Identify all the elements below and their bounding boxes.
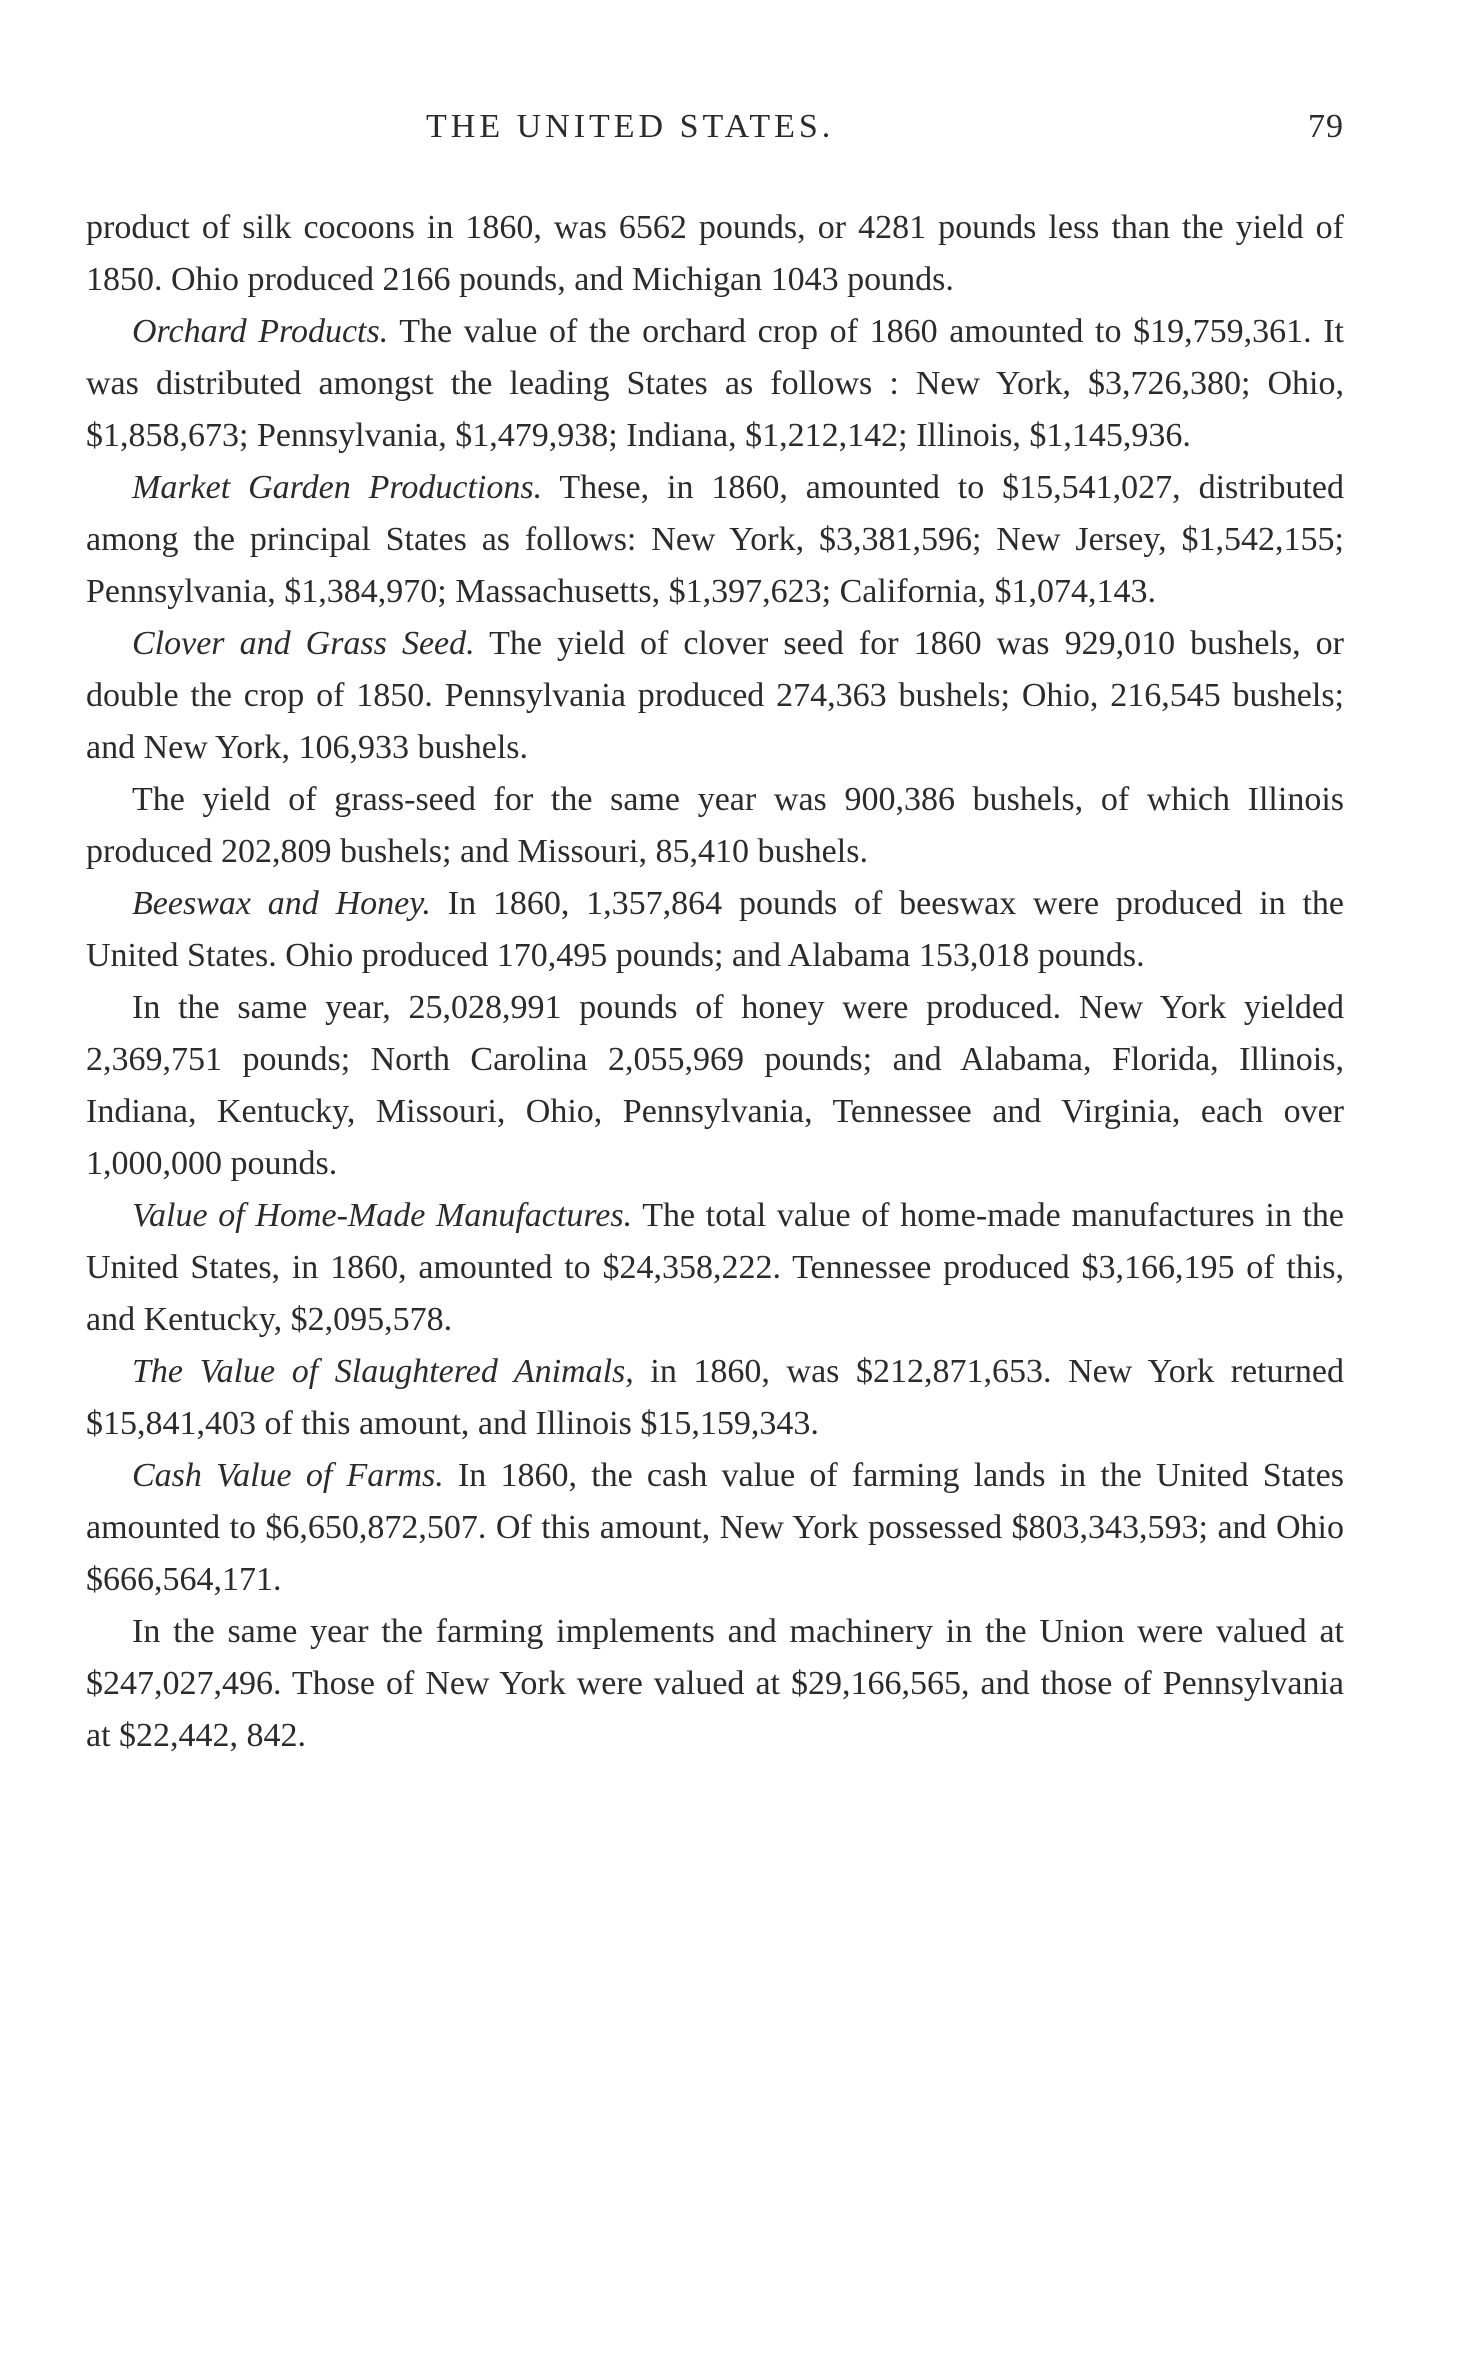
paragraph-text: in 1860, was $212,871,653. New York returned $15,841,403 of this amount, and Illinois $15,159,343. [86,1353,1345,1442]
body-text [86,202,1344,1762]
paragraph-text: The yield of clover seed for 1860 was 929,010 bushels, or double the crop of 1850. Pennsylvania produced 274,363 bushels; Ohio, 216,545 bushels; and New York, 106,933 bushels. [86,625,1344,766]
paragraph-text: In 1860, 1,357,864 pounds of beeswax were produced in the United States. Ohio produced 170,495 pounds; and Alabama 153,018 pounds. [86,885,1345,974]
paragraph-text: The yield of grass-seed for the same year was 900,386 bushels, of which Illinois produced 202,809 bushels; and Missouri, 85,410 bushels. [86,781,1344,870]
paragraph [86,1606,1344,1762]
paragraph [86,306,1344,462]
paragraph-caption: The Value of Slaughtered Animals, [132,1353,634,1390]
paragraph-caption: Market Garden Productions. [132,469,543,506]
page-number: 79 [1308,108,1344,145]
paragraph [86,982,1344,1190]
paragraph-text: The value of the orchard crop of 1860 amounted to $19,759,361. It was distributed amongst the leading States as follows : New York, $3,726,380; Ohio, $1,858,673; Pennsylvania, $1,479,938; Indiana, $1,212,142; Illinois, $1,145,936. [86,313,1344,454]
running-head [86,100,1344,164]
paragraph-caption: Clover and Grass Seed. [132,625,475,662]
paragraph-caption: Value of Home-Made Manufactures. [132,1197,633,1234]
running-title: THE UNITED STATES. [426,108,835,145]
paragraph-text: product of silk cocoons in 1860, was 6562 pounds, or 4281 pounds less than the yield of 1850. Ohio produced 2166 pounds, and Michigan 1043 pounds. [86,209,1344,298]
paragraph-text: In 1860, the cash value of farming lands in the United States amounted to $6,650,872,507. Of this amount, New York possessed $803,343,593; and Ohio $666,564,171. [86,1457,1344,1598]
paragraph-text: These, in 1860, amounted to $15,541,027, distributed among the principal States as follows: New York, $3,381,596; New Jersey, $1,542,155; Pennsylvania, $1,384,970; Massachusetts, $1,397,623; California, $1,074,143. [86,469,1344,610]
paragraph-text: In the same year the farming implements and machinery in the Union were valued at $247,027,496. Those of New York were valued at $29,166,565, and those of Pennsylvania at $22,442, 842. [86,1613,1344,1754]
paragraph-text: In the same year, 25,028,991 pounds of honey were produced. New York yielded 2,369,751 pounds; North Carolina 2,055,969 pounds; and Alabama, Florida, Illinois, Indiana, Kentucky, Missouri, Ohio, Pennsylvania, Tennessee and Virginia, each over 1,000,000 pounds. [86,989,1344,1182]
paragraph [86,774,1344,878]
paragraph-caption: Beeswax and Honey. [132,885,431,922]
paragraph [86,618,1344,774]
paragraph [86,878,1344,982]
paragraph [86,1346,1344,1450]
paragraph [86,202,1344,306]
page [86,100,1344,1762]
paragraph [86,462,1344,618]
paragraph [86,1450,1344,1606]
paragraph [86,1190,1344,1346]
paragraph-caption: Orchard Products. [132,313,389,350]
paragraph-text: The total value of home-made manufactures in the United States, in 1860, amounted to $24,358,222. Tennessee produced $3,166,195 of this, and Kentucky, $2,095,578. [86,1197,1345,1338]
paragraph-caption: Cash Value of Farms. [132,1457,444,1494]
